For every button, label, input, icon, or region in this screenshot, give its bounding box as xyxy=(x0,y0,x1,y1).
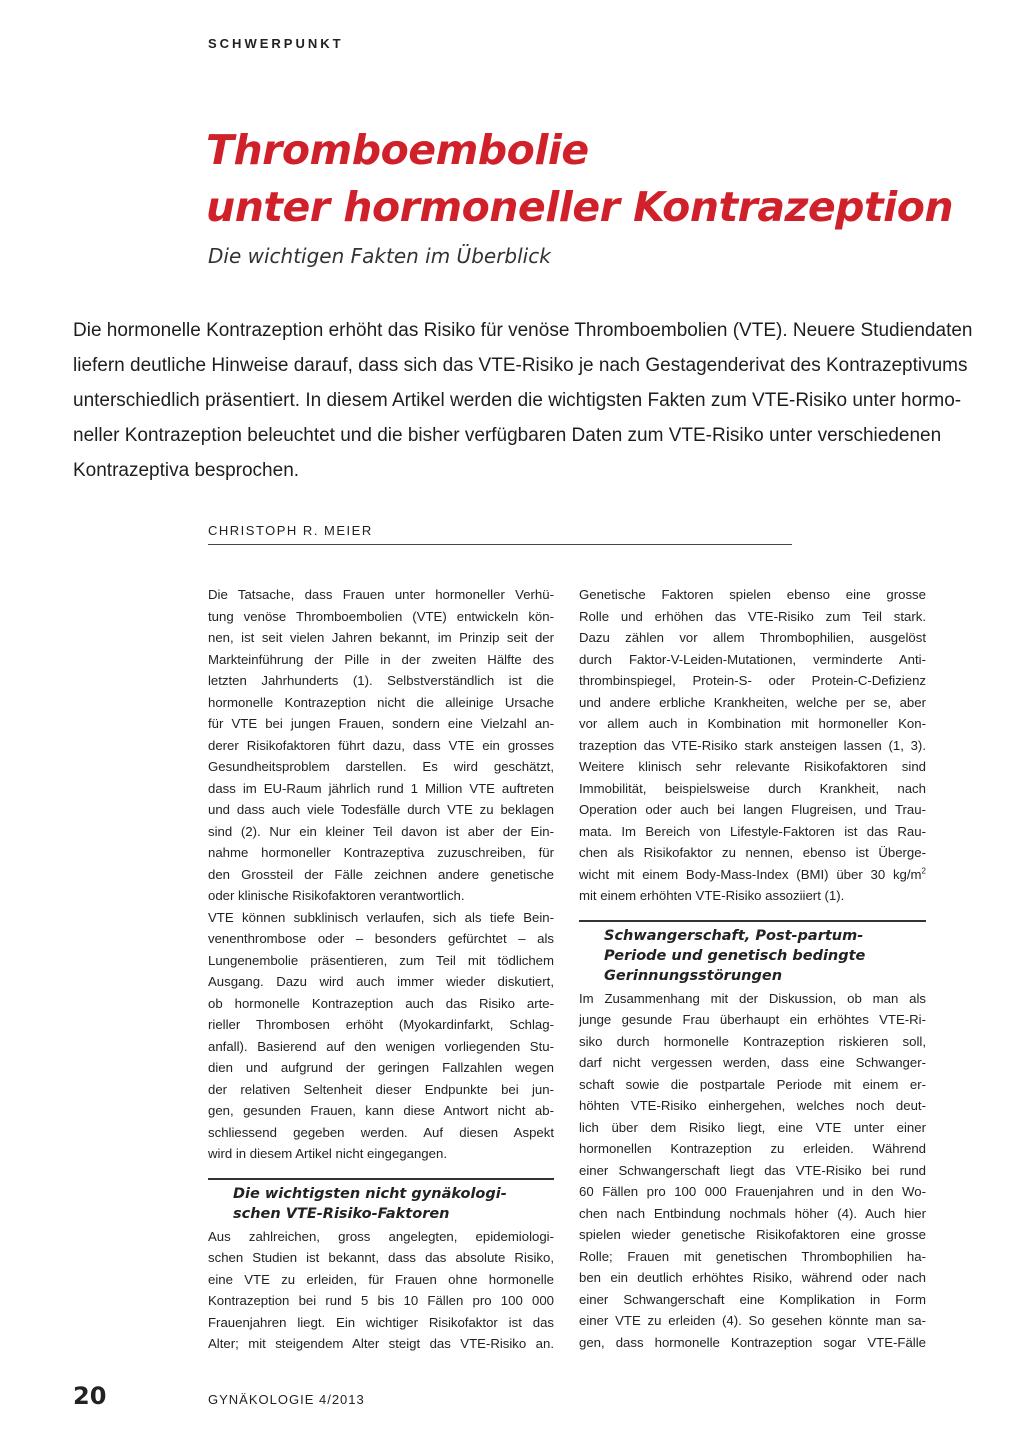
text-line: dien und aufgrund der geringen Fallzahlen wegen xyxy=(208,1060,554,1075)
text-line: Im Zusammenhang mit der Diskussion, ob man als xyxy=(579,990,926,1006)
lead-line: Die hormonelle Kontrazeption erhöht das Risiko für venöse Thromboembolien (VTE). Neuere Studiendaten xyxy=(73,320,973,341)
heading-line: Schwangerschaft, Post-partum- xyxy=(604,927,864,944)
body-paragraph xyxy=(208,584,554,907)
text-line: Weitere klinisch sehr relevante Risikofaktoren sind xyxy=(579,759,926,774)
text-line: Aus zahlreichen, gross angelegten, epidemiologi- xyxy=(208,1228,554,1244)
section-heading xyxy=(579,920,926,988)
body-paragraph xyxy=(579,584,926,907)
text-line xyxy=(579,864,926,886)
lead-line: Kontrazeptiva besprochen. xyxy=(73,460,300,481)
text-line: Lungenembolie präsentieren, zum Teil mit tödlichem xyxy=(208,952,554,968)
text-line: Gesundheitsproblem darstellen. Es wird geschätzt, xyxy=(208,759,554,774)
text-line: 60 Fällen pro 100 000 Frauenjahren und in den Wo- xyxy=(579,1184,926,1199)
text-line: Rolle; Frauen mit genetischen Thrombophilien ha- xyxy=(579,1248,926,1264)
text-line: der relativen Seltenheit dieser Endpunkte bei jun- xyxy=(208,1081,554,1097)
superscript: 2 xyxy=(921,866,926,876)
heading-line: schen VTE-Risiko-Faktoren xyxy=(233,1205,450,1222)
text-line: nahme hormoneller Kontrazeptiva zuzuschreiben, für xyxy=(208,845,554,860)
article-title xyxy=(206,122,986,236)
text-line: vor allem auch in Kombination mit hormoneller Kon- xyxy=(579,716,926,731)
body-column-left xyxy=(208,584,554,1355)
lead-line: unterschiedlich präsentiert. In diesem Artikel werden die wichtigsten Fakten zum VTE-Risiko unter hormo- xyxy=(73,390,962,411)
article-subtitle: Die wichtigen Fakten im Überblick xyxy=(208,244,551,268)
text-line: sind (2). Nur ein kleiner Teil davon ist aber der Ein- xyxy=(208,823,554,839)
text-line: Rolle und erhöhen das VTE-Risiko zum Teil stark. xyxy=(579,608,926,624)
text-line: Genetische Faktoren spielen ebenso eine grosse xyxy=(579,587,926,602)
heading-line: Gerinnungsstörungen xyxy=(604,967,783,984)
text-line: letzten Jahrhunderts (1). Selbstverständlich ist die xyxy=(208,673,554,688)
text-line: anfall). Basierend auf den wenigen vorliegenden Stu- xyxy=(208,1038,554,1054)
text-line: gen, dass hormonelle Kontrazeption sogar VTE-Fälle xyxy=(579,1334,926,1350)
section-heading xyxy=(208,1178,554,1226)
text-line: junge gesunde Frau überhaupt ein erhöhtes VTE-Ri- xyxy=(579,1012,926,1027)
text-line: Markteinführung der Pille in der zweiten Hälfte des xyxy=(208,651,554,667)
text-line: thrombinspiegel, Protein-S- oder Protein-C-Defizienz xyxy=(579,673,926,688)
text-line: und dass auch viele Todesfälle durch VTE zu beklagen xyxy=(208,802,554,817)
text-line: schaft sowie die postpartale Periode mit einem er- xyxy=(579,1076,926,1092)
text-line: hormonellen Kontrazeption zu erleiden. Während xyxy=(579,1141,926,1156)
body-paragraph xyxy=(579,988,926,1354)
text-line: Dazu zählen vor allem Thrombophilien, ausgelöst xyxy=(579,630,926,645)
heading-line: Periode und genetisch bedingte xyxy=(604,947,866,964)
text-line: Alter; mit steigendem Alter steigt das VTE-Risiko an. xyxy=(208,1336,554,1351)
text-line: derer Risikofaktoren führt dazu, dass VTE ein grosses xyxy=(208,737,554,753)
text-line: einer VTE zu erleiden (4). So gesehen könnte man sa- xyxy=(579,1313,926,1328)
section-label: SCHWERPUNKT xyxy=(208,36,344,51)
text-line: mata. Im Bereich von Lifestyle-Faktoren ist das Rau- xyxy=(579,823,926,839)
text-line: tung venöse Thromboembolien (VTE) entwickeln kön- xyxy=(208,608,554,624)
text-line: venenthrombose oder – besonders gefürchtet – als xyxy=(208,931,554,946)
text-line: chen als Risikofaktor zu nennen, ebenso ist Überge- xyxy=(579,845,926,860)
text-line: eine VTE zu erleiden, für Frauen ohne hormonelle xyxy=(208,1271,554,1287)
title-line: unter hormoneller Kontrazeption xyxy=(206,183,954,231)
bmi-text: wicht mit einem Body-Mass-Index (BMI) über 30 kg/m xyxy=(579,866,922,882)
body-paragraph xyxy=(208,1226,554,1355)
text-line: spielen wieder genetische Risikofaktoren eine grosse xyxy=(579,1227,926,1242)
text-line: chen nach Entbindung nochmals höher (4). Auch hier xyxy=(579,1205,926,1221)
text-line: höhten VTE-Risiko einhergehen, welches noch deut- xyxy=(579,1098,926,1113)
heading-line: Die wichtigsten nicht gynäkologi- xyxy=(233,1185,507,1202)
text-line: ben ein deutlich erhöhtes Risiko, während oder nach xyxy=(579,1270,926,1285)
text-line: Immobilität, beispielsweise durch Krankheit, nach xyxy=(579,780,926,796)
text-line: Frauenjahren liegt. Ein wichtiger Risikofaktor ist das xyxy=(208,1314,554,1330)
text-line: darf nicht vergessen werden, dass eine Schwanger- xyxy=(579,1055,926,1070)
lead-line: neller Kontrazeption beleuchtet und die bisher verfügbaren Daten zum VTE-Risiko unter verschiedenen xyxy=(73,425,942,446)
text-line: durch Faktor-V-Leiden-Mutationen, verminderte Anti- xyxy=(579,651,926,667)
text-line: siko durch hormonelle Kontrazeption riskieren soll, xyxy=(579,1033,926,1049)
page-number: 20 xyxy=(73,1382,107,1410)
lead-line: liefern deutliche Hinweise darauf, dass sich das VTE-Risiko je nach Gestagenderivat des Kontrazeptivums xyxy=(73,355,968,376)
text-line: Operation oder auch bei langen Flugreisen, und Trau- xyxy=(579,802,926,817)
text-line: dass im EU-Raum jährlich rund 1 Million VTE auftreten xyxy=(208,780,554,796)
text-line: den Grossteil der Fälle zeichnen andere genetische xyxy=(208,866,554,882)
text-line: lich über dem Risiko liegt, eine VTE unter einer xyxy=(579,1119,926,1135)
author-byline: CHRISTOPH R. MEIER xyxy=(208,523,792,545)
text-line: einer Schwangerschaft eine Komplikation in Form xyxy=(579,1291,926,1307)
text-line: hormonelle Kontrazeption nicht die alleinige Ursache xyxy=(208,694,554,710)
title-line: Thromboembolie xyxy=(206,126,589,174)
body-paragraph xyxy=(208,907,554,1165)
text-line: Die Tatsache, dass Frauen unter hormoneller Verhü- xyxy=(208,587,554,602)
text-line: schen Studien ist bekannt, dass das absolute Risiko, xyxy=(208,1250,554,1265)
text-line: Kontrazeption bei rund 5 bis 10 Fällen pro 100 000 xyxy=(208,1293,554,1308)
text-line: nen, ist seit vielen Jahren bekannt, im Prinzip seit der xyxy=(208,630,554,645)
journal-issue: GYNÄKOLOGIE 4/2013 xyxy=(208,1392,365,1407)
text-line: oder klinische Risikofaktoren verantwortlich. xyxy=(208,888,465,903)
text-line: einer Schwangerschaft liegt das VTE-Risiko bei rund xyxy=(579,1162,926,1178)
text-line: rieller Thrombosen erhöht (Myokardinfarkt, Schlag- xyxy=(208,1017,554,1032)
text-line: gen, gesunden Frauen, kann diese Antwort nicht ab- xyxy=(208,1103,554,1118)
text-line: Ausgang. Dazu wird auch immer wieder diskutiert, xyxy=(208,974,554,989)
text-line: wird in diesem Artikel nicht eingegangen. xyxy=(208,1146,447,1161)
text-line: VTE können subklinisch verlaufen, sich als tiefe Bein- xyxy=(208,909,554,925)
text-line: für VTE bei jungen Frauen, sondern eine Vielzahl an- xyxy=(208,716,554,731)
text-line: schliessend gegeben werden. Auf diesen Aspekt xyxy=(208,1124,554,1140)
text-line: mit einem erhöhten VTE-Risiko assoziiert (1). xyxy=(579,888,845,903)
body-column-right xyxy=(579,584,926,1353)
text-line: und andere erbliche Krankheiten, welche per se, aber xyxy=(579,694,926,710)
text-line: ob hormonelle Kontrazeption auch das Risiko arte- xyxy=(208,995,554,1011)
lead-paragraph xyxy=(73,313,973,488)
text-line: trazeption das VTE-Risiko stark ansteigen lassen (1, 3). xyxy=(579,737,926,753)
